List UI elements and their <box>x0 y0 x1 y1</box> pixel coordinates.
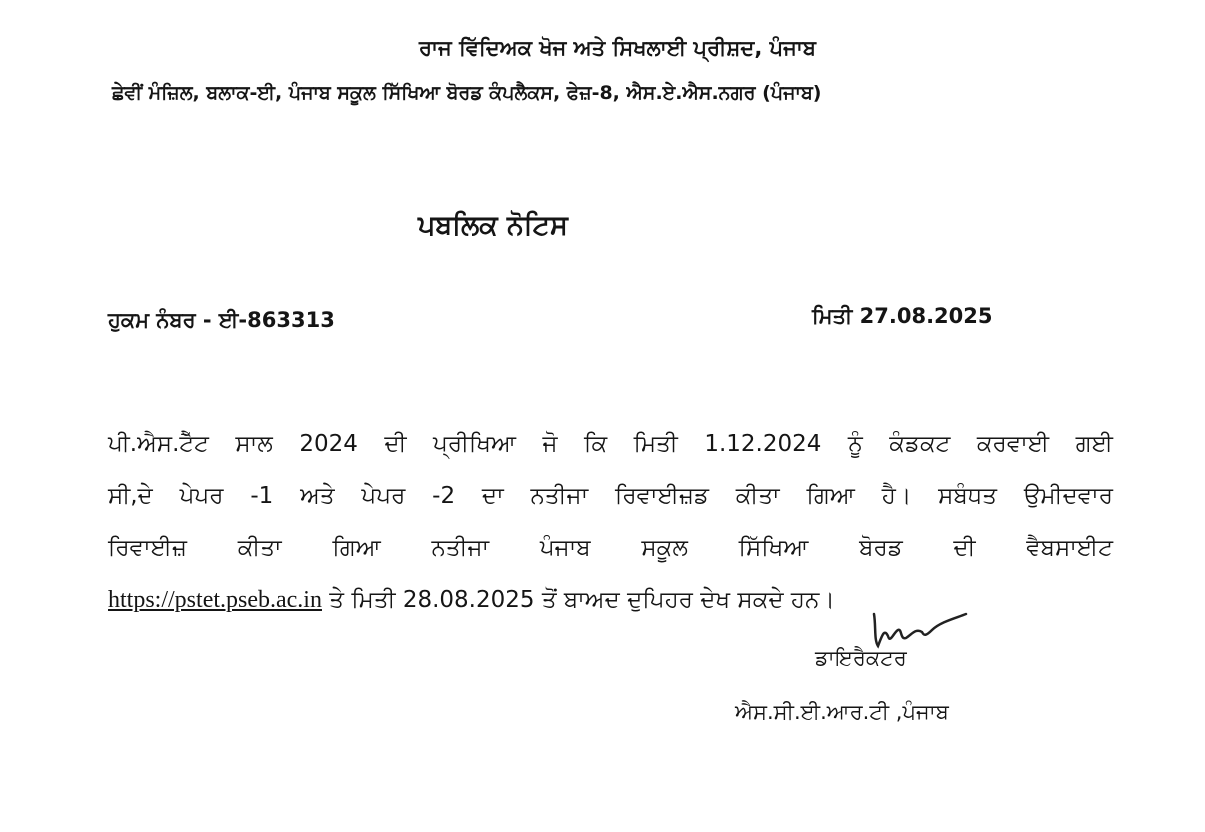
signatory-organization: ਐਸ.ਸੀ.ਈ.ਆਰ.ਟੀ ,ਪੰਜਾਬ <box>735 700 949 724</box>
body-line-1: ਪੀ.ਐਸ.ਟੈੱਟ ਸਾਲ 2024 ਦੀ ਪ੍ਰੀਖਿਆ ਜੋ ਕਿ ਮਿਤੀ 1.12.2024 ਨੂੰ ਕੰਡਕਟ ਕਰਵਾਈ ਗਈ <box>108 431 1113 457</box>
body-line-3: ਰਿਵਾਈਜ਼ ਕੀਤਾ ਗਿਆ ਨਤੀਜਾ ਪੰਜਾਬ ਸਕੂਲ ਸਿੱਖਿਆ ਬੋਰਡ ਦੀ ਵੈਬਸਾਈਟ <box>108 535 1113 561</box>
org-address: ਛੇਵੀਂ ਮੰਜ਼ਿਲ, ਬਲਾਕ-ਈ, ਪੰਜਾਬ ਸਕੂਲ ਸਿੱਖਿਆ ਬੋਰਡ ਕੰਪਲੈਕਸ, ਫੇਜ਼-8, ਐਸ.ਏ.ਐਸ.ਨਗਰ (ਪੰਜਾਬ) <box>112 82 822 104</box>
notice-body <box>108 418 1113 626</box>
body-line-2: ਸੀ,ਦੇ ਪੇਪਰ -1 ਅਤੇ ਪੇਪਰ -2 ਦਾ ਨਤੀਜਾ ਰਿਵਾਈਜ਼ਡ ਕੀਤਾ ਗਿਆ ਹੈ। ਸਬੰਧਤ ਉਮੀਦਵਾਰ <box>108 483 1113 509</box>
signatory-role: ਡਾਇਰੈਕਟਰ <box>815 646 907 670</box>
order-number: ਹੁਕਮ ਨੰਬਰ - ਈ-863313 <box>108 308 335 332</box>
notice-date: ਮਿਤੀ 27.08.2025 <box>812 304 993 328</box>
body-line-4-text: ਤੇ ਮਿਤੀ 28.08.2025 ਤੋਂ ਬਾਅਦ ਦੁਪਿਹਰ ਦੇਖ ਸਕਦੇ ਹਨ। <box>321 587 835 613</box>
notice-title: ਪਬਲਿਕ ਨੋਟਿਸ <box>418 210 568 241</box>
result-website-link[interactable]: https://pstet.pseb.ac.in <box>108 587 322 613</box>
org-name-heading: ਰਾਜ ਵਿੱਦਿਅਕ ਖੋਜ ਅਤੇ ਸਿਖਲਾਈ ਪ੍ਰੀਸ਼ਦ, ਪੰਜਾਬ <box>419 36 816 60</box>
